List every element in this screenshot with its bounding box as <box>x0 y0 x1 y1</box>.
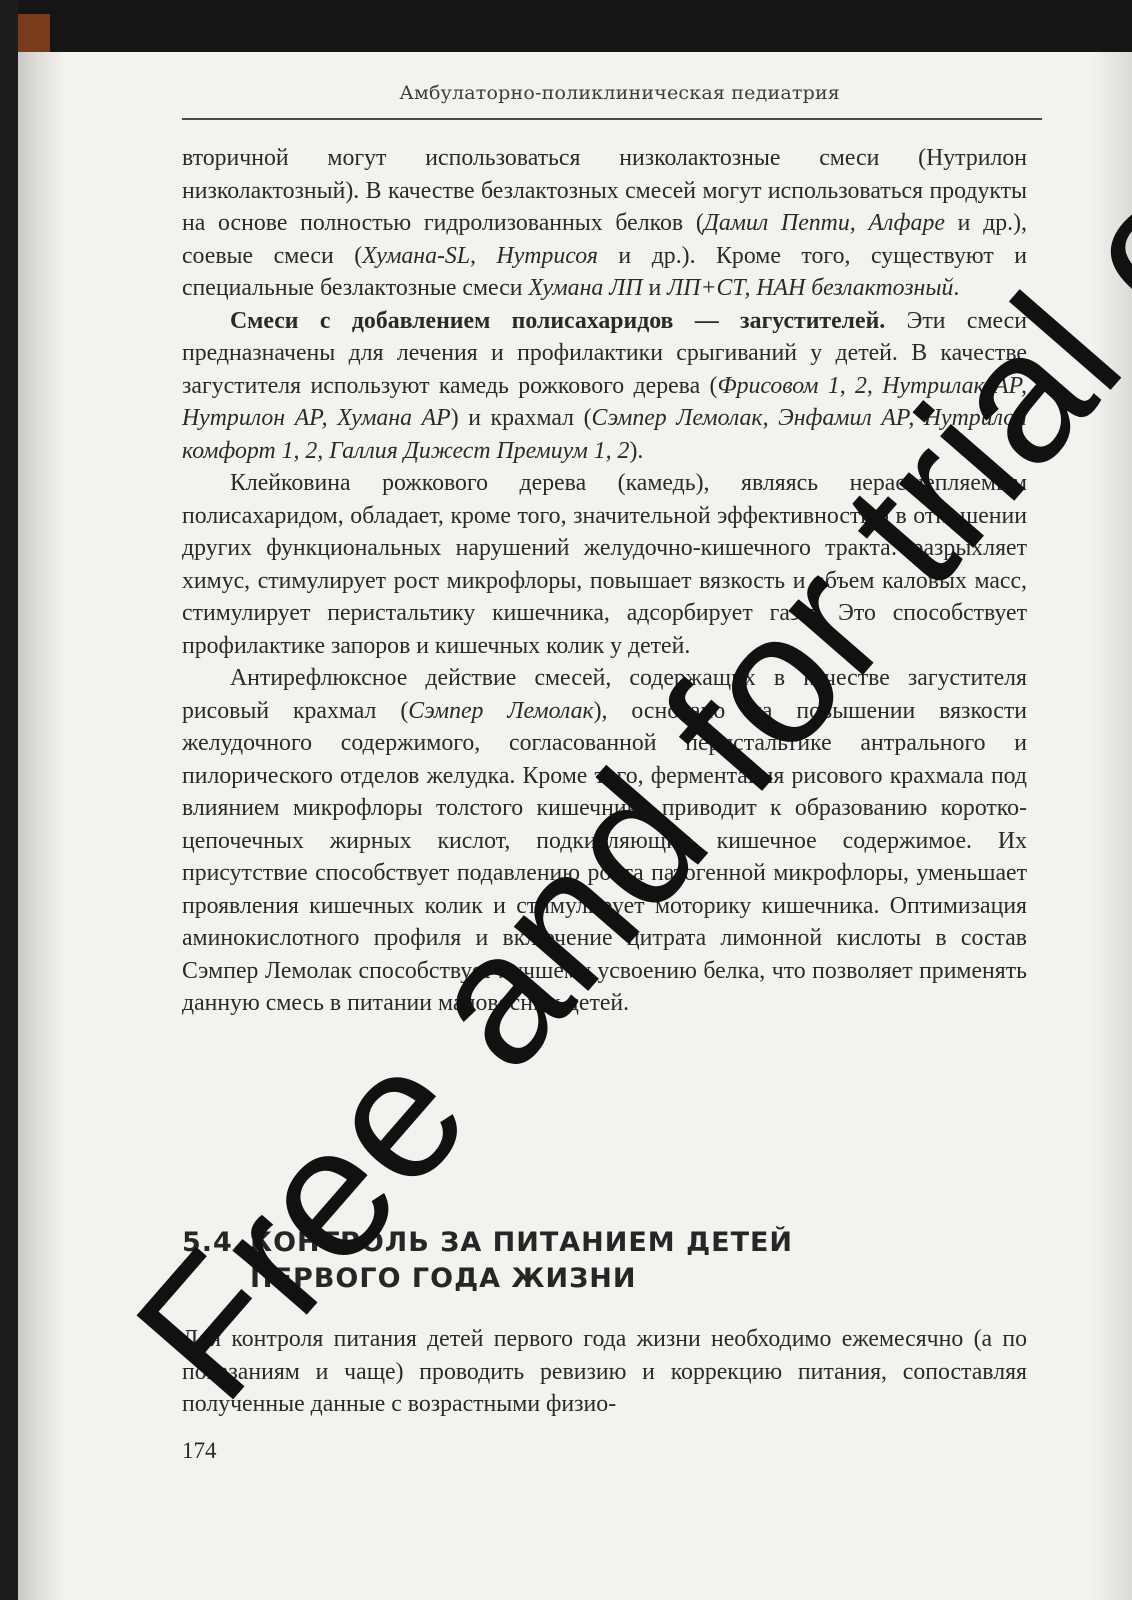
product-name: Хумана-SL, Нутрисоя <box>362 242 598 269</box>
product-name: Сэмпер Лемолак <box>408 697 594 724</box>
product-name: ЛП+СТ, НАН безлактозный <box>667 275 954 301</box>
page-number: 174 <box>182 1438 217 1463</box>
text-run: Эти смеси предназначены для лечения и профилактики срыгиваний у детей. В качестве загустителя используют камедь рожкового дерева ( <box>182 307 1027 399</box>
page-edge-shadow <box>1092 52 1132 1600</box>
paragraph-5: Для контроля питания детей первого года жизни необходимо ежемесячно (а по показаниям и чаще) проводить ревизию и коррекцию питания, сопоставляя полученные данные с возрастными физио- <box>182 1326 1027 1417</box>
paragraph-1 <box>182 142 1027 305</box>
text-run: ), основано на повышении вязкости желудочного содержимого, согласованной перистальтике антрального и пилорического отделов желудка. Кроме того, ферментация рисового крахмала под влиянием микрофлоры толстого кишечника приводит к образованию короткоцепочечных жирных кислот, подкисляющих кишечное содержимое. Их присутствие способствует подавлению роста патогенной микрофлоры, уменьшает проявления кишечных колик и стимулирует моторику кишечника. Оптимизация аминокислотного профиля и включение цитрата лимонной кислоты в состав Сэмпер Лемолак способствует лучшему усвоению белка, что позволяет применять данную смесь в питании маловесных детей. <box>182 697 1027 1016</box>
running-head-text: Амбулаторно-поликлиническая педиатрия <box>399 82 840 104</box>
scan-top-border <box>0 0 1132 52</box>
text-run: Антирефлюксное действие смесей, содержащих в качестве загустителя рисовый крахмал ( <box>182 665 1027 724</box>
product-name: Хумана ЛП <box>528 275 643 301</box>
paragraph-4 <box>182 662 1027 1020</box>
product-name: Фрисовом 1, 2, Нутрилак АР, Нутрилон АР, Хумана АР <box>182 372 1027 431</box>
scan-left-border <box>0 0 18 1600</box>
body-text <box>182 142 1027 1020</box>
product-name: Сэмпер Лемолак, Энфамил АР, Нутрилон комфорт 1, 2, Галлия Дижест Премиум 1, 2 <box>182 405 1027 464</box>
product-name: Дамил Пепти, Алфаре <box>703 210 945 236</box>
text-run: вторичной могут использоваться низколактозные смеси (Нутрилон низколактозный). В качестве безлактозных смесей могут использоваться продукты на основе полностью гидролизованных белков ( <box>182 145 1027 236</box>
header-rule <box>182 118 1042 120</box>
text-run: и др.). Кроме того, существуют и специальные безлактозные смеси <box>182 242 1028 301</box>
section-heading <box>182 1225 1027 1297</box>
text-run: и <box>642 275 668 301</box>
text-run: и др.), соевые смеси ( <box>182 210 1027 269</box>
section-number: 5.4. <box>182 1227 245 1258</box>
section-body-text <box>182 1323 1027 1421</box>
section-title-line-1: КОНТРОЛЬ ЗА ПИТАНИЕМ ДЕТЕЙ <box>250 1227 794 1258</box>
text-run: ) и крахмал ( <box>450 405 592 431</box>
text-run: . <box>953 275 960 301</box>
text-run: ). <box>629 437 644 464</box>
section-title-line-2: ПЕРВОГО ГОДА ЖИЗНИ <box>250 1263 637 1294</box>
page-gutter-shadow <box>18 52 66 1600</box>
running-head <box>200 82 1036 104</box>
paragraph-2 <box>182 305 1027 468</box>
bold-lead-in: Смеси с добавлением полисахаридов — загустителей. <box>230 307 886 334</box>
paragraph-3: Клейковина рожкового дерева (камедь), являясь нерасщепляемым полисахаридом, обладает, кроме того, значительной эффективностью в отношении других функциональных нарушений желудочно-кишечного тракта: разрыхляет химус, стимулирует рост микрофлоры, повышает вязкость и объем каловых масс, стимулирует перистальтику кишечника, адсорбирует газы. Это способствует профилактике запоров и кишечных колик у детей. <box>182 470 1027 659</box>
